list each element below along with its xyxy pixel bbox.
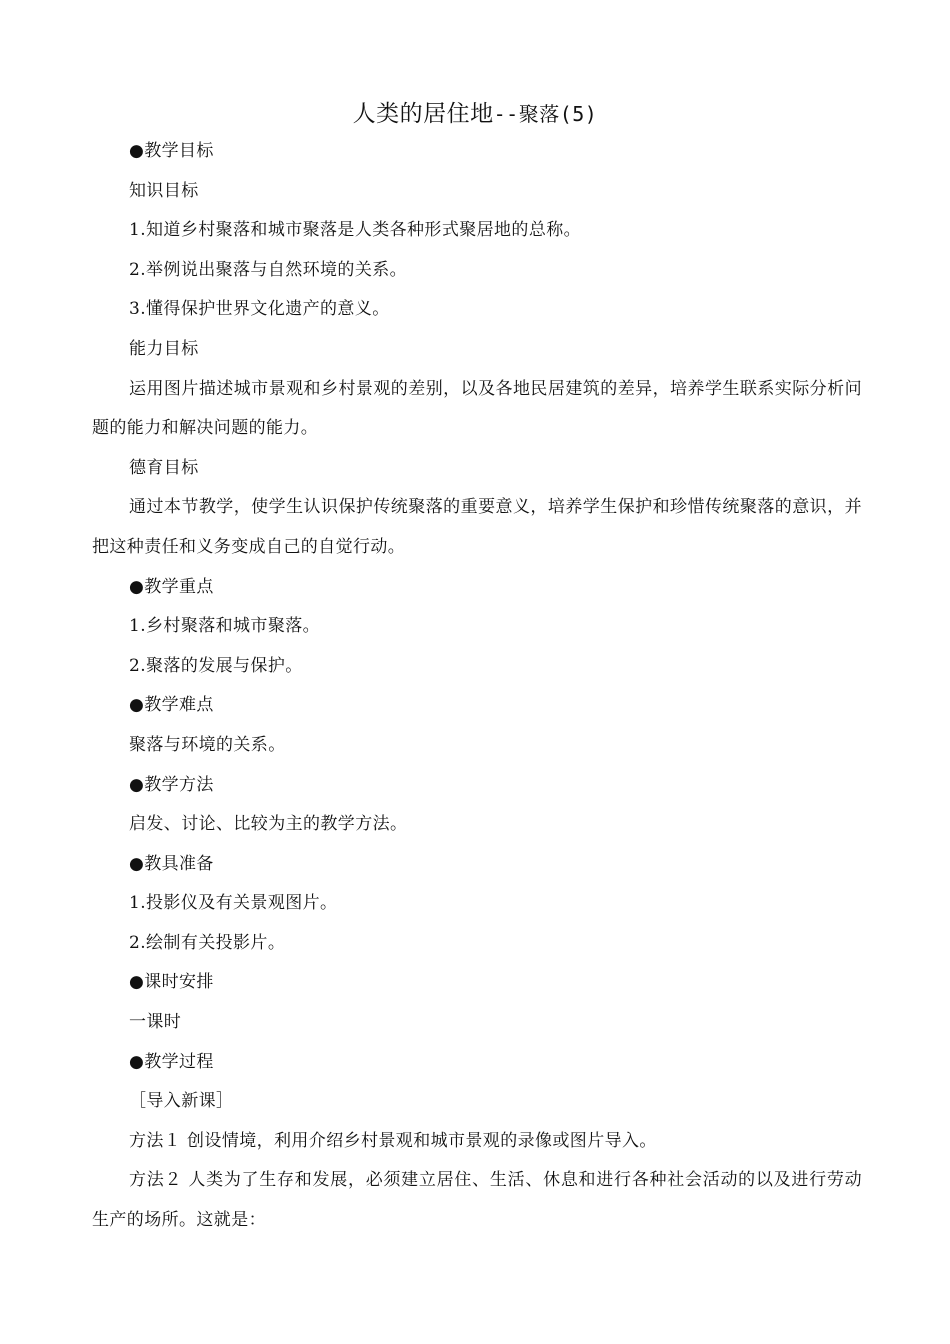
section-heading-schedule: ●课时安排 (129, 972, 214, 993)
paragraph: 启发、讨论、比较为主的教学方法。 (129, 814, 408, 835)
paragraph: 方法１ 创设情境，利用介绍乡村景观和城市景观的录像或图片导入。 (129, 1130, 657, 1151)
paragraph: 运用图片描述城市景观和乡村景观的差别，以及各地民居建筑的差异，培养学生联系实际分析问题的能力和解决问题的能力。 (92, 378, 862, 439)
list-item: 1.乡村聚落和城市聚落。 (129, 616, 321, 637)
page-title (0, 98, 950, 130)
subheading-intro: ［导入新课］ (129, 1091, 234, 1112)
subheading-ability: 能力目标 (129, 338, 199, 359)
section-heading-key-points: ●教学重点 (129, 576, 214, 597)
section-heading-materials: ●教具准备 (129, 853, 214, 874)
subheading-moral: 德育目标 (129, 457, 199, 478)
list-item: 1.知道乡村聚落和城市聚落是人类各种形式聚居地的总称。 (129, 220, 582, 241)
list-item: 2.绘制有关投影片。 (129, 932, 286, 953)
paragraph: 一课时 (129, 1012, 182, 1033)
list-item: 2.聚落的发展与保护。 (129, 655, 303, 676)
section-heading-process: ●教学过程 (129, 1051, 214, 1072)
subheading-knowledge: 知识目标 (129, 180, 199, 201)
list-item: 1.投影仪及有关景观图片。 (129, 893, 338, 914)
section-heading-objectives: ●教学目标 (129, 141, 214, 161)
section-heading-methods: ●教学方法 (129, 774, 214, 795)
section-heading-difficulties: ●教学难点 (129, 695, 214, 716)
title-suffix: --聚落(5) (493, 102, 598, 126)
document-body (92, 132, 862, 1241)
paragraph: 聚落与环境的关系。 (129, 734, 286, 755)
list-item: 3.懂得保护世界文化遗产的意义。 (129, 299, 390, 320)
paragraph: 方法２ 人类为了生存和发展，必须建立居住、生活、休息和进行各种社会活动的以及进行劳动生产的场所。这就是： (92, 1170, 862, 1231)
list-item: 2.举例说出聚落与自然环境的关系。 (129, 259, 408, 280)
title-main: 人类的居住地 (352, 101, 494, 127)
paragraph: 通过本节教学，使学生认识保护传统聚落的重要意义，培养学生保护和珍惜传统聚落的意识，并把这种责任和义务变成自己的自觉行动。 (92, 497, 862, 557)
